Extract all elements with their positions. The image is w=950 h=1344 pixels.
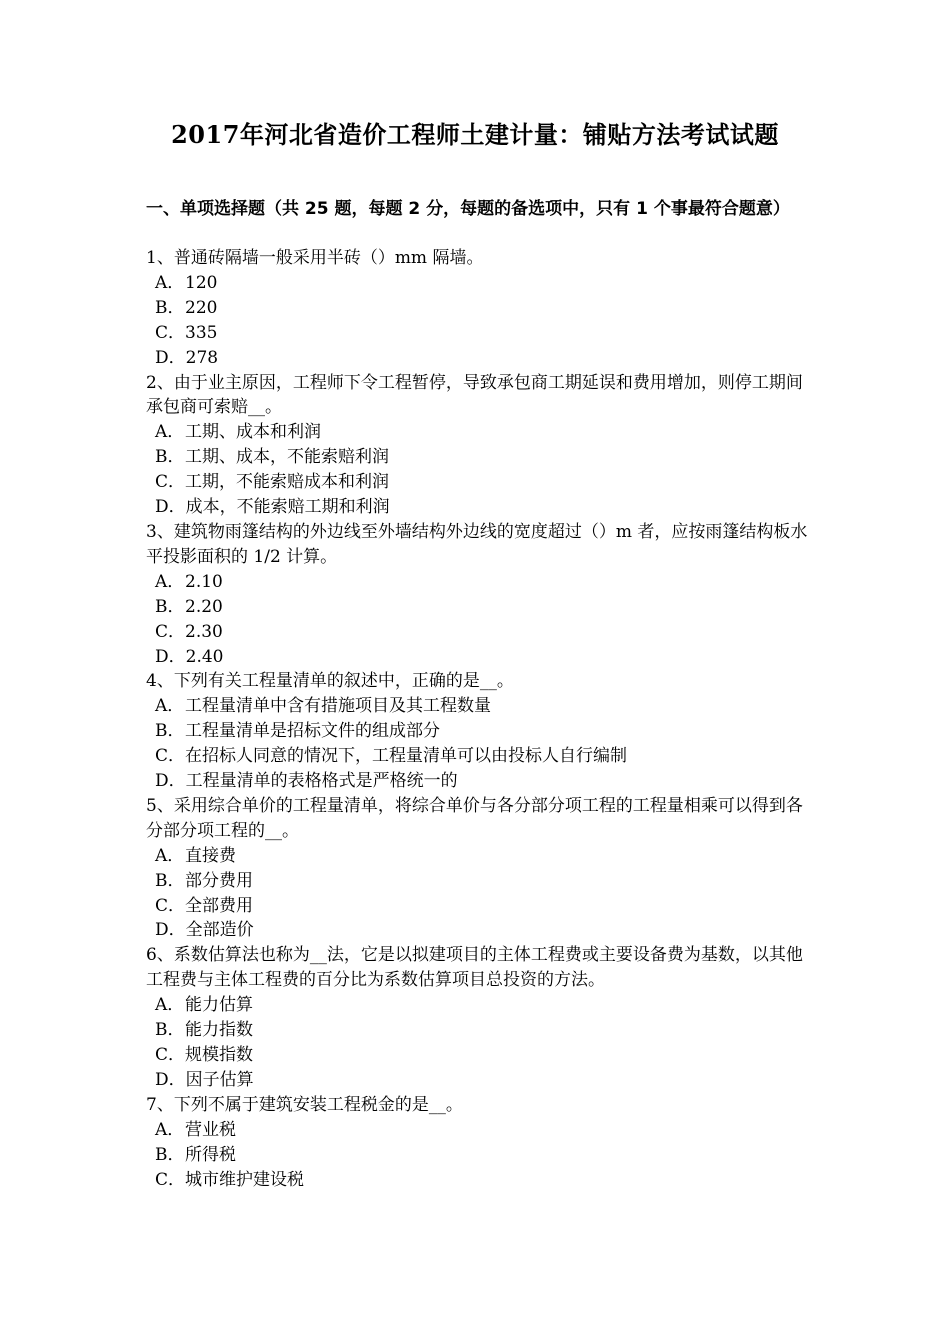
- answer-option: [146, 296, 808, 321]
- answer-option: [146, 1018, 808, 1043]
- option-text: 部分费用: [185, 870, 253, 891]
- option-letter: D．: [155, 497, 186, 518]
- answer-option: [146, 321, 808, 346]
- option-text: 直接费: [185, 845, 236, 866]
- answer-option: [146, 918, 808, 943]
- option-text: 2.20: [185, 596, 223, 617]
- option-text: 全部费用: [185, 895, 254, 916]
- option-text: 335: [185, 322, 218, 343]
- option-letter: A．: [155, 571, 185, 592]
- option-letter: A．: [155, 696, 185, 717]
- option-text: 城市维护建设税: [185, 1169, 305, 1190]
- option-text: 220: [185, 297, 218, 318]
- option-letter: C．: [155, 472, 186, 493]
- section-heading: 一、单项选择题（共 25 题，每题 2 分，每题的备选项中，只有 1 个事最符合题意）: [146, 199, 790, 219]
- question-stem: 2、由于业主原因，工程师下令工程暂停，导致承包商工期延误和费用增加，则停工期间承包商可索赔__。: [146, 372, 803, 418]
- answer-option: [146, 645, 808, 670]
- answer-option: [146, 694, 808, 719]
- option-letter: B．: [155, 1020, 185, 1041]
- question-7: [146, 1093, 808, 1193]
- question-6: [146, 943, 808, 1092]
- answer-option: [146, 495, 808, 520]
- option-text: 工程量清单是招标文件的组成部分: [185, 721, 440, 742]
- option-text: 因子估算: [185, 1069, 254, 1090]
- option-text: 工期，不能索赔成本和利润: [185, 472, 390, 493]
- answer-option: [146, 271, 808, 296]
- option-letter: B．: [155, 870, 185, 891]
- option-letter: C．: [155, 746, 186, 767]
- option-letter: A．: [155, 272, 185, 293]
- question-stem: 3、建筑物雨篷结构的外边线至外墙结构外边线的宽度超过（）m 者，应按雨篷结构板水平投影面积的 1/2 计算。: [146, 521, 808, 567]
- question-5: [146, 794, 808, 943]
- option-letter: D．: [155, 1069, 186, 1090]
- option-letter: C．: [155, 621, 186, 642]
- answer-option: [146, 769, 808, 794]
- option-text: 营业税: [185, 1119, 236, 1140]
- option-letter: D．: [155, 920, 186, 941]
- option-text: 能力估算: [185, 995, 253, 1016]
- question-3: [146, 520, 808, 669]
- option-text: 在招标人同意的情况下，工程量清单可以由投标人自行编制: [185, 746, 628, 767]
- option-text: 120: [185, 272, 218, 293]
- question-1: [146, 246, 808, 371]
- question-stem: 4、下列有关工程量清单的叙述中，正确的是__。: [146, 671, 514, 692]
- option-text: 工程量清单的表格格式是严格统一的: [185, 771, 458, 792]
- option-text: 所得税: [185, 1144, 236, 1165]
- answer-option: [146, 1143, 808, 1168]
- document-title: 2017年河北省造价工程师土建计量：铺贴方法考试试题: [171, 120, 779, 149]
- question-4: [146, 669, 808, 794]
- option-letter: D．: [155, 771, 186, 792]
- answer-option: [146, 1043, 808, 1068]
- answer-option: [146, 620, 808, 645]
- option-text: 成本，不能索赔工期和利润: [185, 497, 390, 518]
- answer-option: [146, 894, 808, 919]
- option-text: 规模指数: [185, 1045, 254, 1065]
- question-list: [146, 246, 808, 1192]
- answer-option: [146, 1118, 808, 1143]
- question-stem: 5、采用综合单价的工程量清单，将综合单价与各分部分项工程的工程量相乘可以得到各分部分项工程的__。: [146, 795, 803, 841]
- option-letter: C．: [155, 895, 186, 916]
- option-text: 全部造价: [185, 920, 254, 941]
- option-letter: A．: [155, 422, 185, 443]
- option-text: 2.40: [185, 646, 224, 667]
- answer-option: [146, 869, 808, 894]
- answer-option: [146, 420, 808, 445]
- answer-option: [146, 993, 808, 1018]
- option-text: 278: [185, 347, 219, 368]
- option-text: 工期、成本和利润: [185, 422, 321, 443]
- option-letter: A．: [155, 995, 185, 1016]
- answer-option: [146, 744, 808, 769]
- option-text: 工程量清单中含有措施项目及其工程数量: [185, 696, 491, 717]
- answer-option: [146, 1068, 808, 1093]
- option-letter: B．: [155, 596, 185, 617]
- option-letter: C．: [155, 1045, 186, 1065]
- option-text: 能力指数: [185, 1020, 253, 1041]
- answer-option: [146, 445, 808, 470]
- answer-option: [146, 346, 808, 371]
- question-stem: 1、普通砖隔墙一般采用半砖（）mm 隔墙。: [146, 248, 484, 268]
- option-letter: B．: [155, 1144, 185, 1165]
- option-letter: A．: [155, 1119, 185, 1140]
- option-letter: B．: [155, 297, 185, 318]
- option-letter: A．: [155, 845, 185, 866]
- option-letter: D．: [155, 347, 186, 368]
- question-stem: 6、系数估算法也称为__法，它是以拟建项目的主体工程费或主要设备费为基数，以其他工程费与主体工程费的百分比为系数估算项目总投资的方法。: [146, 945, 803, 991]
- option-letter: C．: [155, 1169, 186, 1190]
- answer-option: [146, 470, 808, 495]
- question-2: [146, 371, 808, 520]
- option-letter: B．: [155, 447, 185, 468]
- answer-option: [146, 570, 808, 595]
- answer-option: [146, 1168, 808, 1193]
- option-letter: B．: [155, 721, 185, 742]
- answer-option: [146, 719, 808, 744]
- option-letter: C．: [155, 322, 186, 343]
- answer-option: [146, 844, 808, 869]
- question-stem: 7、下列不属于建筑安装工程税金的是__。: [146, 1094, 463, 1115]
- option-text: 工期、成本，不能索赔利润: [185, 447, 389, 468]
- option-text: 2.10: [185, 571, 223, 592]
- answer-option: [146, 595, 808, 620]
- option-letter: D．: [155, 646, 186, 667]
- option-text: 2.30: [185, 621, 223, 642]
